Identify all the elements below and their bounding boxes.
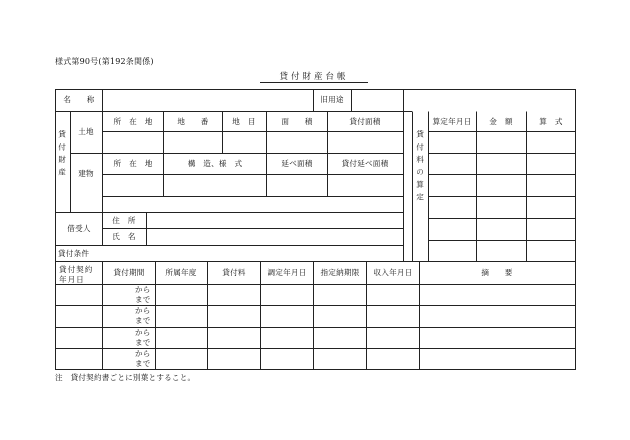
page-title: 貸付財産台帳	[279, 72, 349, 82]
contract-header-fee: 貸付料	[222, 268, 246, 277]
period-to-label: まで	[135, 316, 151, 325]
land-header-lot-number: 地 番	[177, 117, 209, 126]
old-use-label: 旧用途	[320, 95, 344, 104]
period-from-label: から	[135, 349, 151, 358]
property-label: 貸付財産	[57, 130, 67, 181]
borrower-name-label: 氏 名	[112, 232, 136, 241]
building-label: 建物	[78, 169, 94, 178]
land-header-lent-area: 貸付面積	[349, 117, 381, 126]
period-from-label: から	[135, 285, 151, 294]
conditions-label: 貸付条件	[58, 249, 90, 258]
building-header-floor-area: 延べ面積	[281, 159, 313, 168]
contract-header-fiscal-year: 所属年度	[165, 268, 197, 277]
borrower-label: 借受人	[67, 224, 91, 233]
name-label: 名 称	[63, 95, 95, 104]
contract-header-period: 貸付期間	[113, 268, 145, 277]
fee-calculation-label: 貸付料の算定	[415, 130, 425, 206]
fee-header-date: 算定年月日	[432, 117, 472, 126]
borrower-address-label: 住 所	[112, 216, 136, 225]
land-header-location: 所 在 地	[113, 117, 153, 126]
building-header-lent-floor-area: 貸付延べ面積	[341, 159, 389, 168]
land-header-category: 地 目	[232, 117, 256, 126]
period-from-label: から	[135, 328, 151, 337]
period-to-label: まで	[135, 338, 151, 347]
contract-header-date: 貸付契約年月日	[59, 265, 94, 284]
period-to-label: まで	[135, 359, 151, 368]
contract-header-due-date: 指定納期限	[320, 268, 360, 277]
fee-header-formula: 算 式	[539, 117, 563, 126]
contract-header-receipt-date: 収入年月日	[373, 268, 413, 277]
period-to-label: まで	[135, 295, 151, 304]
fee-header-amount: 金 額	[489, 117, 513, 126]
form-number-label: 様式第90号(第192条関係)	[55, 57, 154, 66]
contract-header-remarks: 摘 要	[481, 268, 513, 277]
building-header-location: 所 在 地	[113, 159, 153, 168]
period-from-label: から	[135, 306, 151, 315]
contract-header-assessment-date: 調定年月日	[267, 268, 307, 277]
building-header-structure: 構 造、様 式	[187, 159, 243, 168]
land-label: 土地	[78, 127, 94, 136]
land-header-area: 面 積	[281, 117, 313, 126]
footnote: 注 貸付契約書ごとに別葉とすること。	[55, 373, 196, 382]
